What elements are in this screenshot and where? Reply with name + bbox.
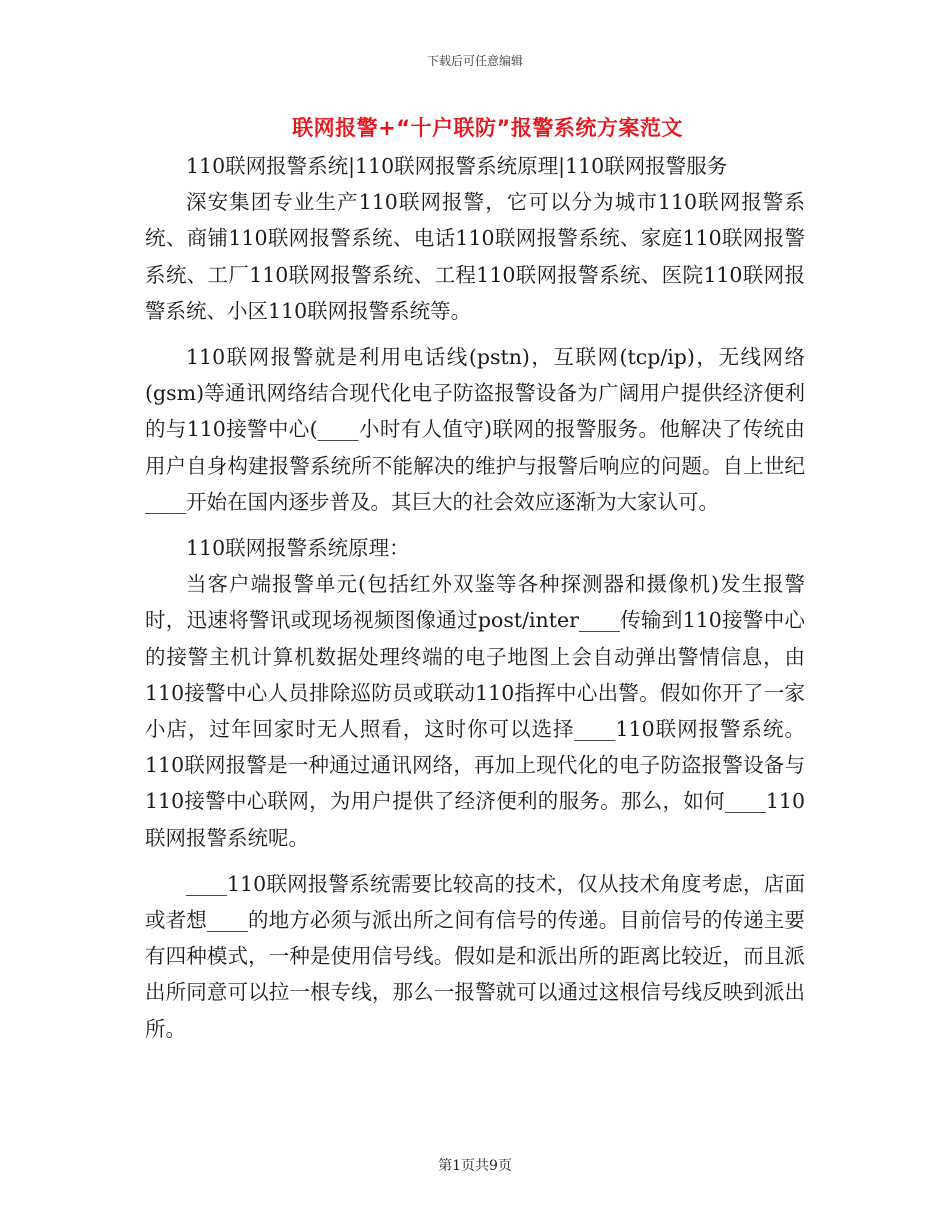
document-body bbox=[145, 148, 805, 1047]
document-title: 联网报警+“十户联防”报警系统方案范文 bbox=[292, 116, 683, 140]
paragraph: 深安集团专业生产110联网报警，它可以分为城市110联网报警系统、商铺110联网报警系统、电话110联网报警系统、家庭110联网报警系统、工厂110联网报警系统、工程110联网报警系统、医院110联网报警系统、小区110联网报警系统等。 bbox=[145, 190, 805, 323]
paragraph-subtitle: 110联网报警系统|110联网报警系统原理|110联网报警服务 bbox=[186, 154, 728, 178]
paragraph: ____110联网报警系统需要比较高的技术，仅从技术角度考虑，店面或者想____的地方必须与派出所之间有信号的传递。目前信号的传递主要有四种模式，一种是使用信号线。假如是和派出所的距离比较近，而且派出所同意可以拉一根专线，那么一报警就可以通过这根信号线反映到派出所。 bbox=[145, 871, 805, 1041]
section-heading: 110联网报警系统原理： bbox=[186, 536, 410, 561]
page-footer: 第1页共9页 bbox=[438, 1158, 512, 1174]
paragraph: 110联网报警就是利用电话线(pstn)，互联网(tcp/ip)，无线网络(gsm)等通讯网络结合现代化电子防盗报警设备为广阔用户提供经济便利的与110接警中心(____小时有人值守)联网的报警服务。他解决了传统由用户自身构建报警系统所不能解决的维护与报警后响应的问题。自上世纪____开始在国内逐步普及。其巨大的社会效应逐渐为大家认可。 bbox=[145, 345, 805, 514]
paragraph: 当客户端报警单元(包括红外双鉴等各种探测器和摄像机)发生报警时，迅速将警讯或现场视频图像通过post/inter____传输到110接警中心的接警主机计算机数据处理终端的电子地图上会自动弹出警情信息，由110接警中心人员排除巡防员或联动110指挥中心出警。假如你开了一家小店，过年回家时无人照看，这时你可以选择____110联网报警系统。110联网报警是一种通过通讯网络，再加上现代化的电子防盗报警设备与110接警中心联网，为用户提供了经济便利的服务。那么，如何____110联网报警系统呢。 bbox=[145, 572, 805, 850]
header-note: 下载后可任意编辑 bbox=[426, 54, 523, 68]
